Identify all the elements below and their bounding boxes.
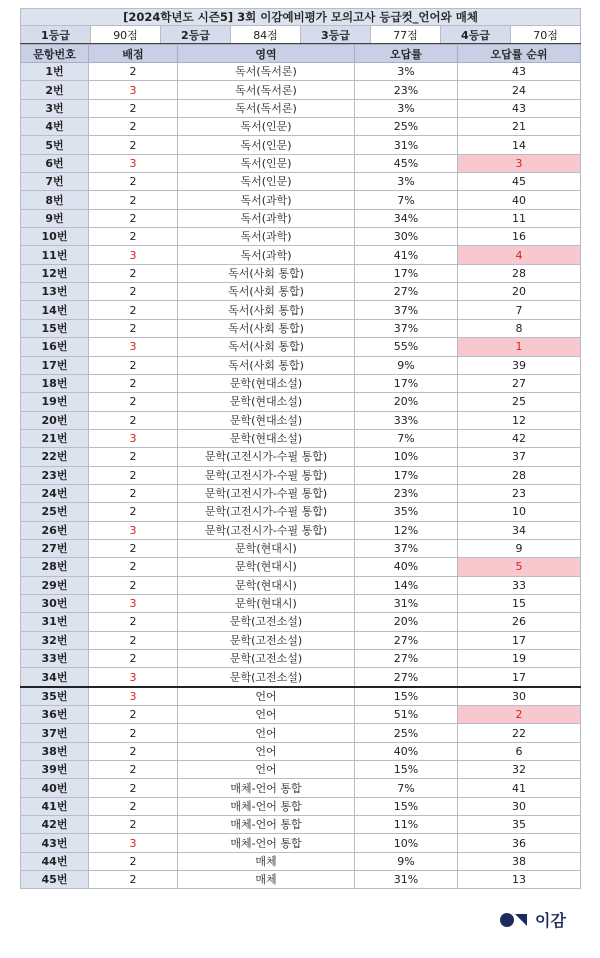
question-number-cell: 42번 [21, 816, 89, 834]
table-row [21, 136, 581, 154]
grade-label: 4등급 [441, 26, 511, 44]
error-rate-cell: 31% [355, 871, 458, 889]
area-cell: 독서(사회 통합) [178, 264, 355, 282]
question-number-cell: 9번 [21, 209, 89, 227]
area-cell: 독서(사회 통합) [178, 356, 355, 374]
points-cell: 3 [89, 338, 178, 356]
table-row [21, 228, 581, 246]
points-cell: 2 [89, 136, 178, 154]
error-rank-cell: 27 [458, 374, 581, 392]
error-rate-cell: 23% [355, 484, 458, 502]
points-cell: 2 [89, 558, 178, 576]
points-cell: 2 [89, 173, 178, 191]
points-cell: 2 [89, 393, 178, 411]
points-cell: 3 [89, 154, 178, 172]
points-cell: 3 [89, 246, 178, 264]
error-rate-cell: 10% [355, 448, 458, 466]
points-cell: 2 [89, 852, 178, 870]
points-cell: 2 [89, 209, 178, 227]
error-rate-cell: 45% [355, 154, 458, 172]
question-number-cell: 29번 [21, 576, 89, 594]
points-cell: 2 [89, 613, 178, 631]
points-cell: 3 [89, 521, 178, 539]
error-rank-cell: 34 [458, 521, 581, 539]
error-rate-cell: 31% [355, 594, 458, 612]
area-cell: 독서(사회 통합) [178, 319, 355, 337]
area-cell: 언어 [178, 742, 355, 760]
logo-dot-icon [500, 913, 514, 927]
error-rank-cell: 33 [458, 576, 581, 594]
error-rank-cell: 10 [458, 503, 581, 521]
error-rate-cell: 30% [355, 228, 458, 246]
error-rate-cell: 14% [355, 576, 458, 594]
table-row [21, 539, 581, 557]
points-cell: 3 [89, 429, 178, 447]
points-cell: 3 [89, 668, 178, 687]
error-rank-cell: 32 [458, 761, 581, 779]
table-row [21, 191, 581, 209]
table-row [21, 503, 581, 521]
points-cell: 2 [89, 816, 178, 834]
error-rate-cell: 41% [355, 246, 458, 264]
question-number-cell: 28번 [21, 558, 89, 576]
area-cell: 문학(현대소설) [178, 429, 355, 447]
grade-cut-table [20, 8, 581, 44]
question-number-cell: 6번 [21, 154, 89, 172]
error-rate-cell: 51% [355, 706, 458, 724]
area-cell: 독서(사회 통합) [178, 338, 355, 356]
error-rank-cell: 20 [458, 283, 581, 301]
area-cell: 언어 [178, 687, 355, 706]
error-rank-cell: 30 [458, 687, 581, 706]
table-row [21, 742, 581, 760]
error-rate-cell: 3% [355, 173, 458, 191]
area-cell: 문학(고전소설) [178, 668, 355, 687]
area-cell: 문학(고전시가-수필 통합) [178, 466, 355, 484]
points-cell: 2 [89, 356, 178, 374]
error-rank-cell: 6 [458, 742, 581, 760]
header-error-rate: 오답률 [355, 45, 458, 63]
table-row [21, 246, 581, 264]
grade-cut-sheet [20, 8, 580, 889]
table-row [21, 779, 581, 797]
error-rate-cell: 15% [355, 761, 458, 779]
table-row [21, 687, 581, 706]
area-cell: 독서(과학) [178, 209, 355, 227]
points-cell: 2 [89, 576, 178, 594]
error-rate-cell: 23% [355, 81, 458, 99]
error-rank-cell: 4 [458, 246, 581, 264]
error-rank-cell: 12 [458, 411, 581, 429]
error-rate-cell: 55% [355, 338, 458, 356]
points-cell: 2 [89, 761, 178, 779]
points-cell: 2 [89, 99, 178, 117]
area-cell: 독서(인문) [178, 118, 355, 136]
table-row [21, 797, 581, 815]
points-cell: 2 [89, 411, 178, 429]
table-row [21, 154, 581, 172]
points-cell: 2 [89, 797, 178, 815]
error-rate-cell: 20% [355, 393, 458, 411]
question-number-cell: 37번 [21, 724, 89, 742]
table-row [21, 374, 581, 392]
table-row [21, 356, 581, 374]
error-rank-cell: 25 [458, 393, 581, 411]
table-row [21, 521, 581, 539]
area-cell: 독서(과학) [178, 246, 355, 264]
points-cell: 2 [89, 706, 178, 724]
error-rank-cell: 17 [458, 668, 581, 687]
question-table [20, 44, 581, 889]
area-cell: 독서(사회 통합) [178, 283, 355, 301]
error-rate-cell: 40% [355, 558, 458, 576]
question-number-cell: 11번 [21, 246, 89, 264]
error-rank-cell: 7 [458, 301, 581, 319]
error-rate-cell: 10% [355, 834, 458, 852]
area-cell: 매체-언어 통합 [178, 834, 355, 852]
error-rate-cell: 27% [355, 650, 458, 668]
table-row [21, 668, 581, 687]
points-cell: 2 [89, 191, 178, 209]
table-row [21, 338, 581, 356]
error-rate-cell: 3% [355, 99, 458, 117]
area-cell: 문학(고전시가-수필 통합) [178, 448, 355, 466]
points-cell: 3 [89, 834, 178, 852]
error-rate-cell: 17% [355, 374, 458, 392]
grade-label: 2등급 [161, 26, 231, 44]
area-cell: 독서(독서론) [178, 81, 355, 99]
error-rate-cell: 40% [355, 742, 458, 760]
table-row [21, 411, 581, 429]
area-cell: 문학(현대소설) [178, 411, 355, 429]
error-rank-cell: 22 [458, 724, 581, 742]
error-rank-cell: 43 [458, 99, 581, 117]
grade-cut-score: 77점 [371, 26, 441, 44]
area-cell: 매체 [178, 871, 355, 889]
error-rank-cell: 21 [458, 118, 581, 136]
grade-cut-score: 90점 [91, 26, 161, 44]
area-cell: 문학(현대시) [178, 576, 355, 594]
header-question-number: 문항번호 [21, 45, 89, 63]
question-number-cell: 2번 [21, 81, 89, 99]
error-rate-cell: 15% [355, 687, 458, 706]
table-row [21, 871, 581, 889]
area-cell: 독서(과학) [178, 228, 355, 246]
error-rank-cell: 42 [458, 429, 581, 447]
error-rate-cell: 12% [355, 521, 458, 539]
logo-triangle-icon [515, 914, 527, 926]
area-cell: 문학(현대시) [178, 594, 355, 612]
error-rank-cell: 14 [458, 136, 581, 154]
points-cell: 2 [89, 484, 178, 502]
question-number-cell: 7번 [21, 173, 89, 191]
area-cell: 매체 [178, 852, 355, 870]
points-cell: 2 [89, 466, 178, 484]
error-rank-cell: 30 [458, 797, 581, 815]
error-rank-cell: 35 [458, 816, 581, 834]
question-number-cell: 34번 [21, 668, 89, 687]
table-row [21, 558, 581, 576]
question-number-cell: 35번 [21, 687, 89, 706]
question-number-cell: 32번 [21, 631, 89, 649]
header-area: 영역 [178, 45, 355, 63]
points-cell: 2 [89, 631, 178, 649]
error-rank-cell: 8 [458, 319, 581, 337]
question-number-cell: 40번 [21, 779, 89, 797]
points-cell: 2 [89, 448, 178, 466]
question-number-cell: 14번 [21, 301, 89, 319]
error-rate-cell: 3% [355, 63, 458, 81]
question-number-cell: 10번 [21, 228, 89, 246]
question-number-cell: 36번 [21, 706, 89, 724]
error-rank-cell: 23 [458, 484, 581, 502]
question-number-cell: 4번 [21, 118, 89, 136]
error-rate-cell: 27% [355, 668, 458, 687]
area-cell: 문학(현대시) [178, 539, 355, 557]
question-number-cell: 16번 [21, 338, 89, 356]
error-rank-cell: 28 [458, 264, 581, 282]
error-rate-cell: 17% [355, 264, 458, 282]
table-row [21, 594, 581, 612]
table-row [21, 761, 581, 779]
error-rate-cell: 20% [355, 613, 458, 631]
points-cell: 2 [89, 742, 178, 760]
table-row [21, 852, 581, 870]
question-number-cell: 3번 [21, 99, 89, 117]
error-rate-cell: 7% [355, 779, 458, 797]
question-number-cell: 15번 [21, 319, 89, 337]
table-row [21, 466, 581, 484]
table-row [21, 429, 581, 447]
error-rank-cell: 9 [458, 539, 581, 557]
points-cell: 2 [89, 871, 178, 889]
error-rank-cell: 2 [458, 706, 581, 724]
table-row [21, 393, 581, 411]
area-cell: 독서(독서론) [178, 99, 355, 117]
error-rate-cell: 25% [355, 118, 458, 136]
header-error-rank: 오답률 순위 [458, 45, 581, 63]
question-number-cell: 26번 [21, 521, 89, 539]
error-rate-cell: 35% [355, 503, 458, 521]
grade-label: 3등급 [301, 26, 371, 44]
header-points: 배점 [89, 45, 178, 63]
question-number-cell: 33번 [21, 650, 89, 668]
question-number-cell: 38번 [21, 742, 89, 760]
table-row [21, 319, 581, 337]
table-row [21, 63, 581, 81]
area-cell: 독서(인문) [178, 136, 355, 154]
question-number-cell: 17번 [21, 356, 89, 374]
error-rank-cell: 36 [458, 834, 581, 852]
question-number-cell: 19번 [21, 393, 89, 411]
error-rate-cell: 37% [355, 319, 458, 337]
question-number-cell: 30번 [21, 594, 89, 612]
question-number-cell: 45번 [21, 871, 89, 889]
question-number-cell: 8번 [21, 191, 89, 209]
error-rate-cell: 33% [355, 411, 458, 429]
points-cell: 3 [89, 687, 178, 706]
points-cell: 2 [89, 283, 178, 301]
points-cell: 2 [89, 503, 178, 521]
points-cell: 2 [89, 301, 178, 319]
area-cell: 문학(고전시가-수필 통합) [178, 503, 355, 521]
error-rank-cell: 26 [458, 613, 581, 631]
area-cell: 독서(독서론) [178, 63, 355, 81]
table-row [21, 448, 581, 466]
error-rank-cell: 40 [458, 191, 581, 209]
table-row [21, 724, 581, 742]
points-cell: 3 [89, 81, 178, 99]
area-cell: 문학(고전소설) [178, 650, 355, 668]
points-cell: 2 [89, 63, 178, 81]
error-rank-cell: 17 [458, 631, 581, 649]
error-rank-cell: 39 [458, 356, 581, 374]
error-rate-cell: 9% [355, 356, 458, 374]
question-number-cell: 13번 [21, 283, 89, 301]
area-cell: 매체-언어 통합 [178, 779, 355, 797]
points-cell: 2 [89, 118, 178, 136]
error-rank-cell: 5 [458, 558, 581, 576]
error-rank-cell: 28 [458, 466, 581, 484]
points-cell: 2 [89, 724, 178, 742]
area-cell: 독서(인문) [178, 173, 355, 191]
area-cell: 문학(현대시) [178, 558, 355, 576]
error-rate-cell: 37% [355, 301, 458, 319]
question-number-cell: 44번 [21, 852, 89, 870]
table-row [21, 631, 581, 649]
area-cell: 독서(인문) [178, 154, 355, 172]
table-row [21, 706, 581, 724]
error-rank-cell: 1 [458, 338, 581, 356]
points-cell: 2 [89, 650, 178, 668]
table-row [21, 834, 581, 852]
grade-label: 1등급 [21, 26, 91, 44]
table-row [21, 484, 581, 502]
points-cell: 2 [89, 228, 178, 246]
table-row [21, 264, 581, 282]
points-cell: 2 [89, 264, 178, 282]
error-rate-cell: 34% [355, 209, 458, 227]
table-row [21, 173, 581, 191]
error-rate-cell: 27% [355, 283, 458, 301]
area-cell: 매체-언어 통합 [178, 797, 355, 815]
error-rank-cell: 41 [458, 779, 581, 797]
area-cell: 문학(현대소설) [178, 393, 355, 411]
points-cell: 3 [89, 594, 178, 612]
question-number-cell: 43번 [21, 834, 89, 852]
error-rate-cell: 7% [355, 191, 458, 209]
table-row [21, 209, 581, 227]
question-number-cell: 18번 [21, 374, 89, 392]
area-cell: 독서(사회 통합) [178, 301, 355, 319]
area-cell: 매체-언어 통합 [178, 816, 355, 834]
question-number-cell: 25번 [21, 503, 89, 521]
error-rank-cell: 16 [458, 228, 581, 246]
table-row [21, 81, 581, 99]
area-cell: 문학(현대소설) [178, 374, 355, 392]
error-rate-cell: 11% [355, 816, 458, 834]
question-number-cell: 23번 [21, 466, 89, 484]
area-cell: 문학(고전소설) [178, 613, 355, 631]
table-row [21, 576, 581, 594]
grade-cut-score: 70점 [511, 26, 581, 44]
question-number-cell: 20번 [21, 411, 89, 429]
area-cell: 문학(고전소설) [178, 631, 355, 649]
question-number-cell: 1번 [21, 63, 89, 81]
error-rate-cell: 31% [355, 136, 458, 154]
question-number-cell: 12번 [21, 264, 89, 282]
question-number-cell: 41번 [21, 797, 89, 815]
error-rate-cell: 17% [355, 466, 458, 484]
igam-logo [500, 908, 566, 931]
area-cell: 언어 [178, 724, 355, 742]
area-cell: 문학(고전시가-수필 통합) [178, 484, 355, 502]
error-rate-cell: 15% [355, 797, 458, 815]
error-rank-cell: 38 [458, 852, 581, 870]
area-cell: 언어 [178, 706, 355, 724]
error-rate-cell: 7% [355, 429, 458, 447]
error-rate-cell: 37% [355, 539, 458, 557]
points-cell: 2 [89, 374, 178, 392]
table-row [21, 816, 581, 834]
logo-text: 이감 [535, 911, 566, 930]
question-number-cell: 5번 [21, 136, 89, 154]
error-rate-cell: 9% [355, 852, 458, 870]
error-rank-cell: 3 [458, 154, 581, 172]
points-cell: 2 [89, 779, 178, 797]
table-row [21, 613, 581, 631]
question-number-cell: 31번 [21, 613, 89, 631]
area-cell: 독서(과학) [178, 191, 355, 209]
error-rank-cell: 11 [458, 209, 581, 227]
question-number-cell: 22번 [21, 448, 89, 466]
error-rank-cell: 15 [458, 594, 581, 612]
area-cell: 언어 [178, 761, 355, 779]
error-rank-cell: 37 [458, 448, 581, 466]
error-rate-cell: 27% [355, 631, 458, 649]
error-rank-cell: 19 [458, 650, 581, 668]
grade-cut-score: 84점 [231, 26, 301, 44]
table-row [21, 118, 581, 136]
error-rank-cell: 24 [458, 81, 581, 99]
question-number-cell: 24번 [21, 484, 89, 502]
points-cell: 2 [89, 539, 178, 557]
area-cell: 문학(고전시가-수필 통합) [178, 521, 355, 539]
question-number-cell: 39번 [21, 761, 89, 779]
points-cell: 2 [89, 319, 178, 337]
error-rank-cell: 13 [458, 871, 581, 889]
table-row [21, 99, 581, 117]
error-rank-cell: 43 [458, 63, 581, 81]
question-number-cell: 21번 [21, 429, 89, 447]
error-rank-cell: 45 [458, 173, 581, 191]
page-title: [2024학년도 시즌5] 3회 이감예비평가 모의고사 등급컷_언어와 매체 [21, 9, 581, 26]
table-row [21, 283, 581, 301]
table-row [21, 650, 581, 668]
error-rate-cell: 25% [355, 724, 458, 742]
table-row [21, 301, 581, 319]
question-number-cell: 27번 [21, 539, 89, 557]
